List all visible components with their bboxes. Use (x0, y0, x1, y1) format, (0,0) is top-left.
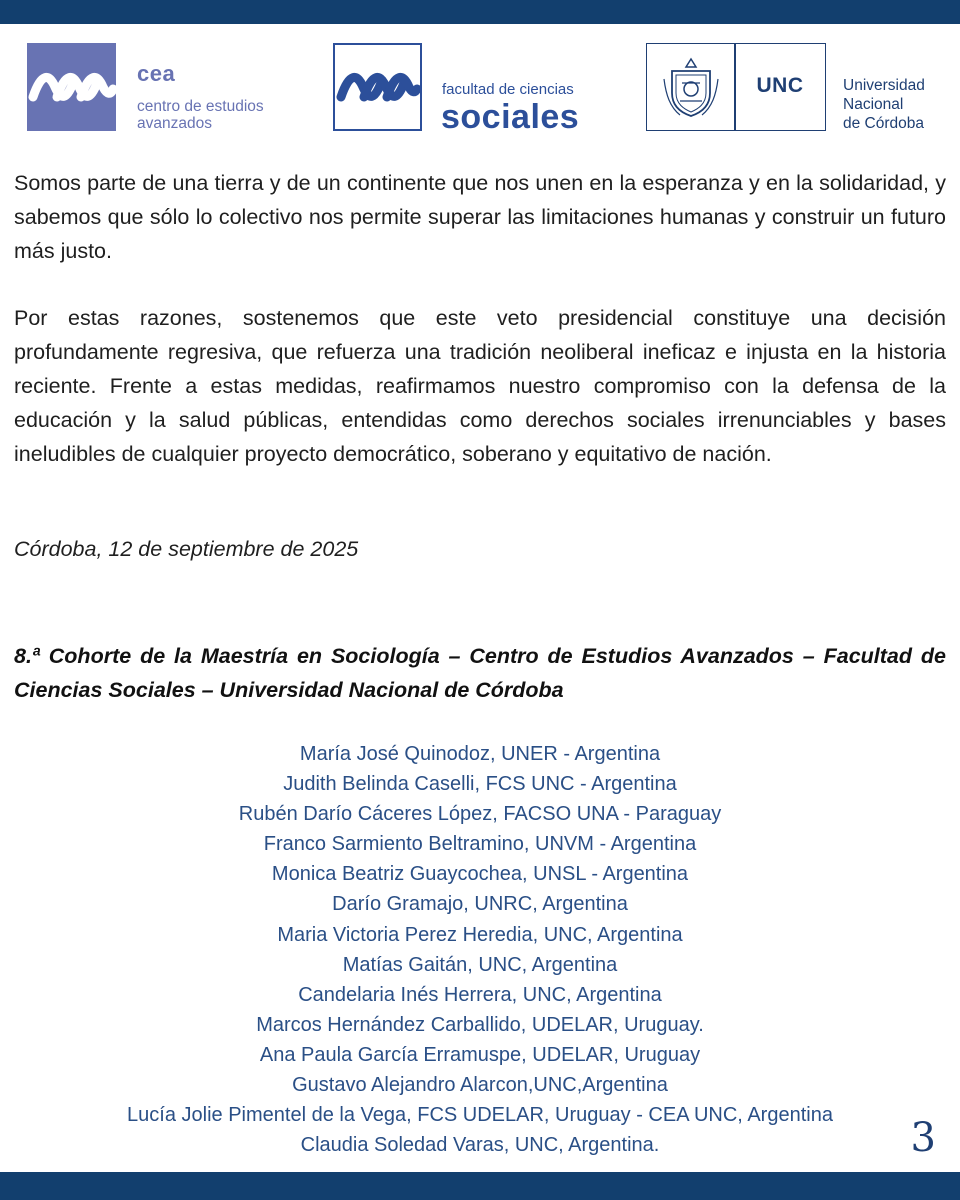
fcs-wave-icon (333, 43, 422, 131)
page-number: 3 (910, 1115, 936, 1161)
cea-subtitle-line2: avanzados (137, 115, 212, 132)
unc-seal-icon (660, 55, 722, 119)
signer: Gustavo Alejandro Alarcon,UNC,Argentina (292, 1074, 668, 1097)
cea-acronym: cea (137, 61, 176, 86)
unc-name-line1: Universidad (843, 77, 925, 94)
signer: Lucía Jolie Pimentel de la Vega, FCS UDELAR, Uruguay - CEA UNC, Argentina (127, 1104, 833, 1127)
unc-fullname (843, 76, 925, 133)
unc-name-line3: de Córdoba (843, 115, 925, 132)
cea-logo (27, 43, 327, 131)
place-date: Córdoba, 12 de septiembre de 2025 (14, 537, 359, 561)
signer: Claudia Soledad Varas, UNC, Argentina. (300, 1134, 660, 1157)
signers-list (0, 739, 960, 1160)
cohort-heading: 8.ª Cohorte de la Maestría en Sociología – Centro de Estudios Avanzados – Facultad de Ciencias Sociales – Universidad Nacional de Córdoba (14, 644, 946, 702)
unc-logo (646, 43, 946, 131)
signer: Marcos Hernández Carballido, UDELAR, Uruguay. (256, 1013, 704, 1036)
cea-wave-icon (27, 43, 116, 131)
unc-acronym: UNC (756, 74, 804, 97)
signer: María José Quinodoz, UNER - Argentina (299, 743, 661, 765)
signer: Monica Beatriz Guaycochea, UNSL - Argentina (271, 863, 689, 886)
signer: Maria Victoria Perez Heredia, UNC, Argentina (277, 923, 683, 946)
signer: Matías Gaitán, UNC, Argentina (342, 953, 618, 976)
paragraph-1: Somos parte de una tierra y de un continente que nos unen en la esperanza y en la solidaridad, y sabemos que sólo lo colectivo nos permite superar las limitaciones humanas y construir un futuro más justo. (14, 171, 946, 263)
signer: Rubén Darío Cáceres López, FACSO UNA - Paraguay (238, 803, 722, 826)
signer: Franco Sarmiento Beltramino, UNVM - Argentina (263, 833, 697, 856)
cea-subtitle-line1: centro de estudios (137, 98, 264, 115)
signer: Ana Paula García Erramuspe, UDELAR, Uruguay (259, 1043, 701, 1066)
fcs-logo (333, 43, 623, 136)
unc-name-line2: Nacional (843, 96, 904, 113)
signer: Darío Gramajo, UNRC, Argentina (332, 893, 628, 916)
bottom-band (0, 1172, 960, 1200)
cea-subtitle (137, 98, 264, 132)
fcs-subtitle: facultad de ciencias (442, 81, 574, 98)
fcs-name: sociales (441, 98, 580, 136)
signer: Judith Belinda Caselli, FCS UNC - Argentina (283, 773, 677, 796)
top-band (0, 0, 960, 24)
signer: Candelaria Inés Herrera, UNC, Argentina (298, 983, 662, 1006)
paragraph-2: Por estas razones, sostenemos que este veto presidencial constituye una decisión profundamente regresiva, que refuerza una tradición neoliberal ineficaz e injusta en la historia reciente. Frente a estas medidas, reafirmamos nuestro compromiso con la defensa de la educación y la salud públicas, entendidas como derechos sociales irrenunciables y bases ineludibles de cualquier proyecto democrático, soberano y equitativo de nación. (14, 306, 946, 466)
